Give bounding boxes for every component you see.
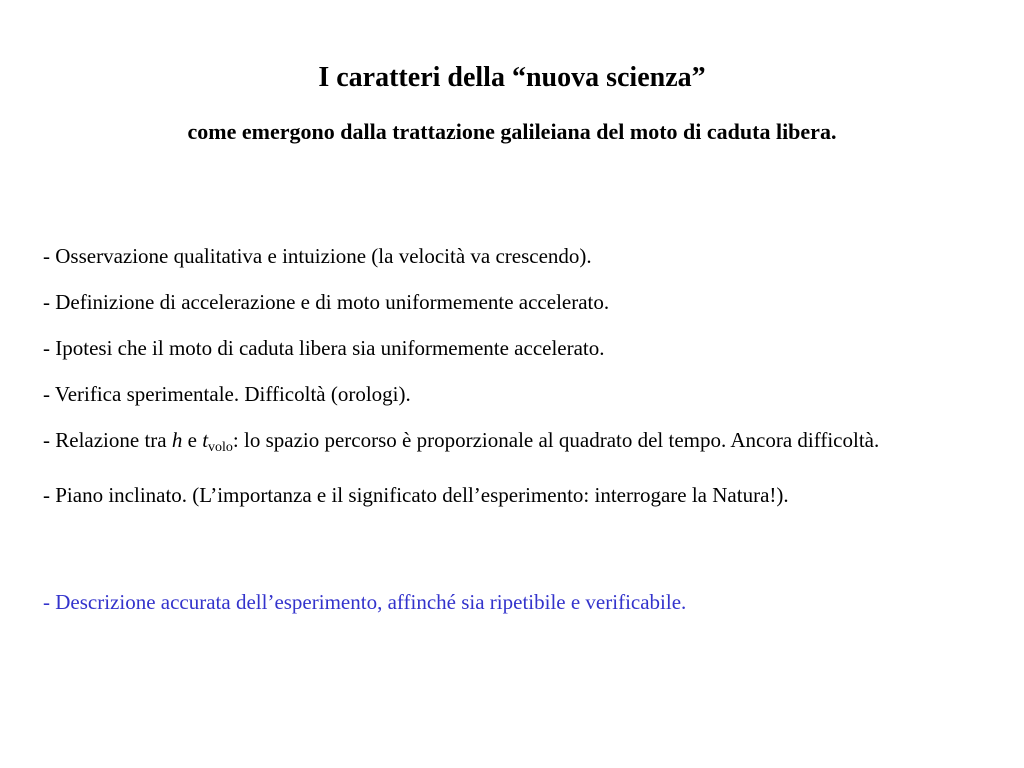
- slide-title: I caratteri della “nuova scienza”: [318, 62, 706, 93]
- relation-prefix: - Relazione tra: [43, 428, 172, 452]
- bullet-verification: - Verifica sperimentale. Difficoltà (orologi).: [43, 382, 411, 406]
- bullet-definition: - Definizione di accelerazione e di moto uniformemente accelerato.: [43, 290, 610, 314]
- relation-conj: e: [182, 428, 203, 452]
- bullet-inclined-plane: - Piano inclinato. (L’importanza e il significato dell’esperimento: interrogare la Natura!).: [43, 483, 789, 507]
- bullet-observation: - Osservazione qualitativa e intuizione (la velocità va crescendo).: [43, 244, 592, 268]
- slide-subtitle: come emergono dalla trattazione galileiana del moto di caduta libera.: [187, 119, 837, 144]
- bullet-list: [43, 241, 973, 526]
- variable-t: t: [202, 428, 209, 452]
- bullet-hypothesis: - Ipotesi che il moto di caduta libera sia uniformemente accelerato.: [43, 336, 605, 360]
- variable-h: h: [171, 428, 183, 452]
- variable-t-subscript: volo: [208, 440, 233, 455]
- bullet-relation: [43, 425, 973, 463]
- highlight-bullet: - Descrizione accurata dell’esperimento, affinché sia ripetibile e verificabile.: [43, 590, 687, 614]
- relation-suffix: : lo spazio percorso è proporzionale al quadrato del tempo. Ancora difficoltà.: [232, 428, 880, 452]
